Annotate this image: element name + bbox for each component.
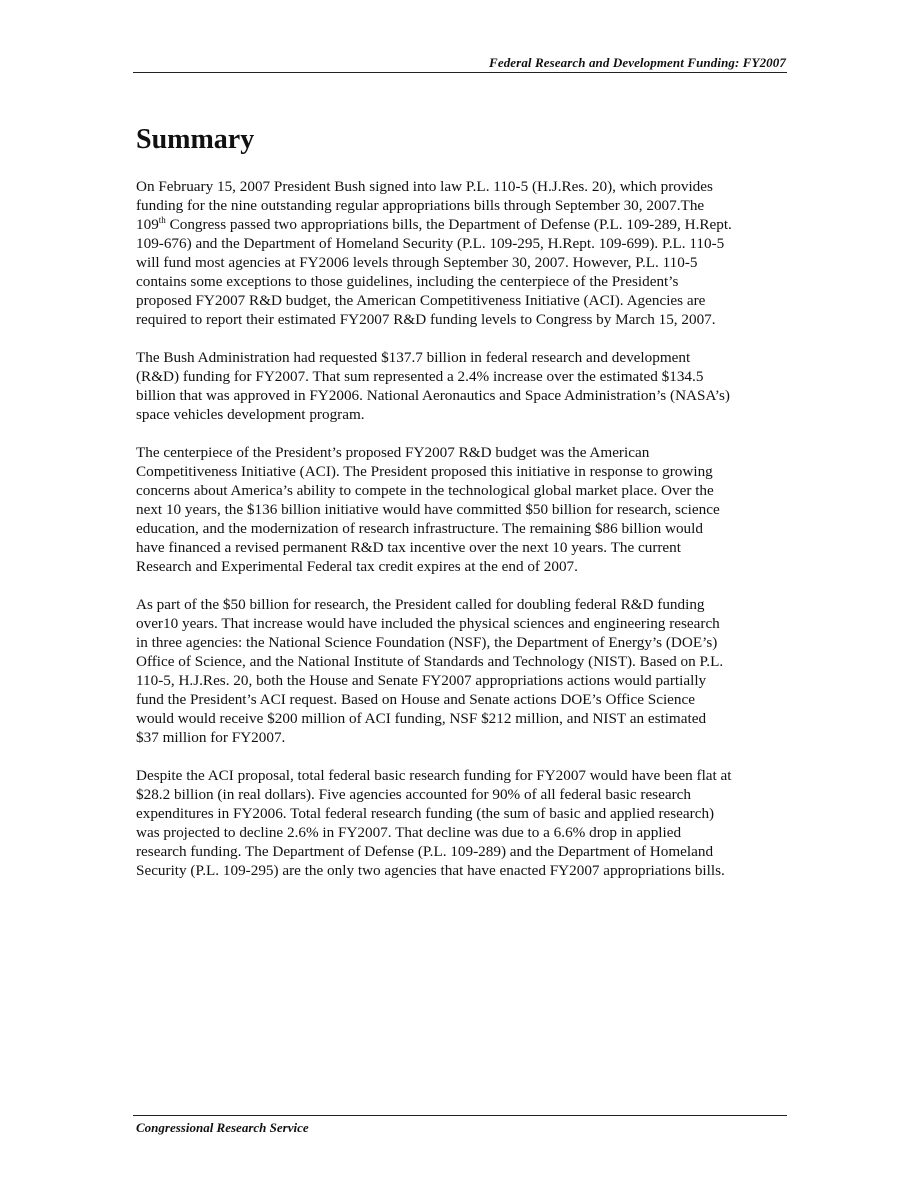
paragraph-line: Office of Science, and the National Institute of Standards and Technology (NIST). Based on P.L. — [136, 653, 724, 670]
footer-organization: Congressional Research Service — [136, 1120, 309, 1135]
paragraph-line: in three agencies: the National Science Foundation (NSF), the Department of Energy’s (DOE’s) — [136, 634, 718, 651]
paragraph-line: As part of the $50 billion for research, the President called for doubling federal R&D funding — [136, 596, 705, 613]
paragraph-line: $28.2 billion (in real dollars). Five agencies accounted for 90% of all federal basic research — [136, 786, 691, 803]
paragraph-line: 109-676) and the Department of Homeland Security (P.L. 109-295, H.Rept. 109-699). P.L. 110-5 — [136, 235, 725, 252]
paragraph-line: research funding. The Department of Defense (P.L. 109-289) and the Department of Homeland — [136, 843, 714, 860]
paragraph-3 — [136, 443, 786, 576]
paragraph-line: On February 15, 2007 President Bush signed into law P.L. 110-5 (H.J.Res. 20), which provides — [136, 178, 713, 195]
paragraph-line: The Bush Administration had requested $137.7 billion in federal research and development — [136, 349, 691, 366]
paragraph-line: was projected to decline 2.6% in FY2007. That decline was due to a 6.6% drop in applied — [136, 824, 682, 841]
footer-divider — [133, 1115, 787, 1116]
paragraph-line: education, and the modernization of research infrastructure. The remaining $86 billion would — [136, 520, 703, 537]
paragraph-line: over10 years. That increase would have included the physical sciences and engineering research — [136, 615, 720, 632]
header-divider — [133, 72, 787, 73]
paragraph-line: concerns about America’s ability to compete in the technological global market place. Over the — [136, 482, 714, 499]
paragraph-line: Research and Experimental Federal tax credit expires at the end of 2007. — [136, 558, 578, 575]
paragraph-line: funding for the nine outstanding regular appropriations bills through September 30, 2007.The — [136, 197, 705, 214]
paragraph-line: space vehicles development program. — [136, 406, 365, 423]
summary-body — [136, 177, 786, 899]
paragraph-line: required to report their estimated FY2007 R&D funding levels to Congress by March 15, 2007. — [136, 311, 716, 328]
paragraph-line: Security (P.L. 109-295) are the only two agencies that have enacted FY2007 appropriations bills. — [136, 862, 725, 879]
paragraph-line: billion that was approved in FY2006. National Aeronautics and Space Administration’s (NASA’s) — [136, 387, 730, 404]
paragraph-line: fund the President’s ACI request. Based on House and Senate actions DOE’s Office Science — [136, 691, 695, 708]
paragraph-line: next 10 years, the $136 billion initiative would have committed $50 billion for research, science — [136, 501, 720, 518]
paragraph-line: The centerpiece of the President’s proposed FY2007 R&D budget was the American — [136, 444, 650, 461]
paragraph-line: would would receive $200 million of ACI funding, NSF $212 million, and NIST an estimated — [136, 710, 707, 727]
line-text: Congress passed two appropriations bills, the Department of Defense (P.L. 109-289, H.Rept. — [165, 216, 732, 233]
paragraph-line: will fund most agencies at FY2006 levels through September 30, 2007. However, P.L. 110-5 — [136, 254, 698, 271]
paragraph-line: expenditures in FY2006. Total federal research funding (the sum of basic and applied research) — [136, 805, 715, 822]
running-header: Federal Research and Development Funding: FY2007 — [489, 55, 786, 70]
paragraph-line: 110-5, H.J.Res. 20, both the House and Senate FY2007 appropriations actions would partially — [136, 672, 707, 689]
paragraph-line: Competitiveness Initiative (ACI). The President proposed this initiative in response to growing — [136, 463, 713, 480]
ordinal-suffix: th — [158, 215, 166, 225]
paragraph-line: have financed a revised permanent R&D tax incentive over the next 10 years. The current — [136, 539, 681, 556]
congress-number: 109 — [136, 216, 159, 233]
section-title: Summary — [136, 124, 255, 155]
paragraph-1 — [136, 177, 786, 329]
paragraph-line: contains some exceptions to those guidelines, including the centerpiece of the President’s — [136, 273, 679, 290]
paragraph-line: Despite the ACI proposal, total federal basic research funding for FY2007 would have been flat at — [136, 767, 732, 784]
paragraph-5 — [136, 766, 786, 880]
paragraph-line: (R&D) funding for FY2007. That sum represented a 2.4% increase over the estimated $134.5 — [136, 368, 704, 385]
paragraph-4 — [136, 595, 786, 747]
paragraph-line: $37 million for FY2007. — [136, 729, 286, 746]
paragraph-2 — [136, 348, 786, 424]
paragraph-line: proposed FY2007 R&D budget, the American Competitiveness Initiative (ACI). Agencies are — [136, 292, 706, 309]
paragraph-line — [136, 215, 786, 234]
